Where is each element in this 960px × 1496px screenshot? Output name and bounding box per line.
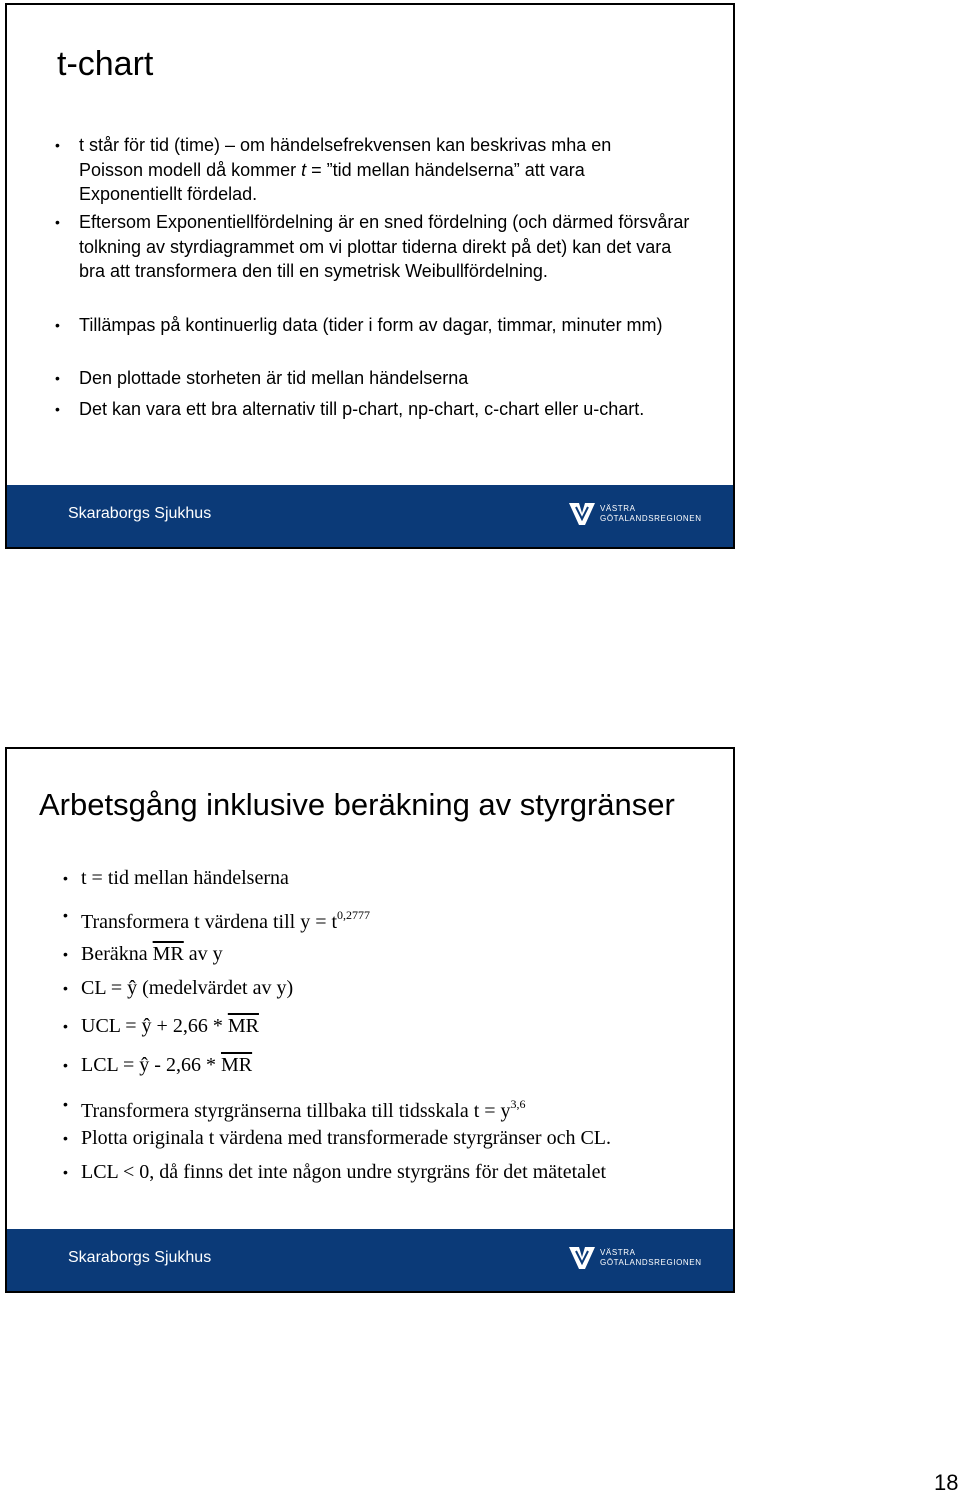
bullet-icon: • [63, 980, 68, 996]
logo-text-line1: VÄSTRA [600, 504, 636, 513]
slide-footer [7, 1229, 733, 1291]
bullet-icon: • [63, 1018, 68, 1034]
bullet-text: t står för tid (time) – om händelsefrekvensen kan beskrivas mha en [79, 135, 612, 155]
formula-row [63, 1127, 611, 1149]
slide-title: t-chart [57, 45, 154, 83]
bullet-icon: • [63, 1096, 68, 1112]
formula-text: Beräkna [81, 943, 153, 965]
bullet-text: Det kan vara ett bra alternativ till p-chart, np-chart, c-chart eller u-chart. [79, 399, 645, 419]
bullet-text: Den plottade storheten är tid mellan händelserna [79, 368, 469, 388]
bullet-icon: • [55, 370, 60, 386]
bullet-text: = ”tid mellan händelserna” att vara [306, 159, 585, 180]
bullet-text: Tillämpas på kontinuerlig data (tider i form av dagar, timmar, minuter mm) [79, 315, 663, 335]
formula-row [63, 904, 370, 933]
vgr-logo-icon [567, 1243, 597, 1273]
slide-title: Arbetsgång inklusive beräkning av styrgränser [39, 787, 675, 822]
formula-text: UCL = ŷ + 2,66 * [81, 1015, 228, 1037]
bullet-icon: • [55, 317, 60, 333]
formula-mr-bar: $\overline{MR}$ [227, 1015, 259, 1037]
formula-row [63, 1054, 252, 1076]
formula-text: av y [183, 943, 223, 965]
bullet-text-italic: t [301, 159, 307, 180]
formula-text: Transformera t värdena till y = t [81, 911, 338, 933]
formula-text: CL = ŷ (medelvärdet av y) [81, 977, 294, 999]
formula-row [63, 1093, 526, 1122]
bullet-text: Poisson modell då kommer [79, 159, 302, 180]
formula-text: Transformera styrgränserna tillbaka till tidsskala t = y [81, 1100, 511, 1122]
formula-row [63, 977, 293, 999]
slide-arbetsgang [5, 747, 735, 1293]
bullet-icon: • [63, 870, 68, 886]
bullet-icon: • [63, 946, 68, 962]
formula-row [63, 943, 223, 965]
bullet-text: Exponentiellt fördelad. [79, 184, 258, 204]
slide-t-chart [5, 3, 735, 549]
bullet-item [55, 210, 695, 284]
bullet-text: Eftersom Exponentiellfördelning är en sned fördelning (och därmed försvårar tolkning av styrdiagrammet om vi plottar tiderna direkt på det) kan det vara bra att transformera den till en symetrisk Weibullfördelning. [79, 212, 690, 281]
formula-mr-bar: $\overline{MR}$ [152, 943, 184, 965]
bullet-item [55, 397, 695, 422]
slide-footer [7, 485, 733, 547]
logo-text-line1: VÄSTRA [600, 1248, 636, 1257]
bullet-icon: • [55, 401, 60, 417]
bullet-icon: • [63, 1164, 68, 1180]
bullet-icon: • [55, 214, 60, 230]
bullet-icon: • [63, 1130, 68, 1146]
vgr-logo-icon [567, 499, 597, 529]
formula-exponent: 3,6 [510, 1097, 526, 1111]
footer-org: Skaraborgs Sjukhus [68, 505, 212, 522]
bullet-icon: • [55, 137, 60, 153]
bullet-item [55, 366, 695, 391]
formula-row [63, 867, 289, 889]
formula-text: LCL = ŷ - 2,66 * [81, 1054, 221, 1076]
logo-text-line2: GÖTALANDSREGIONEN [600, 514, 702, 523]
bullet-icon: • [63, 1057, 68, 1073]
formula-text: LCL < 0, då finns det inte någon undre styrgräns för det mätetalet [81, 1161, 607, 1183]
bullet-item [55, 133, 695, 207]
vgr-logo [567, 1243, 707, 1277]
vgr-logo [567, 499, 707, 533]
formula-exponent: 0,2777 [337, 908, 371, 922]
bullet-icon: • [63, 907, 68, 923]
formula-text: Plotta originala t värdena med transformerade styrgränser och CL. [81, 1127, 612, 1149]
page-number: 18 [934, 1470, 959, 1495]
formula-row [63, 1015, 259, 1037]
formula-text: t = tid mellan händelserna [81, 867, 289, 889]
formula-mr-bar: $\overline{MR}$ [220, 1054, 253, 1076]
logo-text-line2: GÖTALANDSREGIONEN [600, 1258, 702, 1267]
footer-org: Skaraborgs Sjukhus [68, 1249, 212, 1266]
bullet-item [55, 313, 695, 338]
formula-row [63, 1161, 606, 1183]
